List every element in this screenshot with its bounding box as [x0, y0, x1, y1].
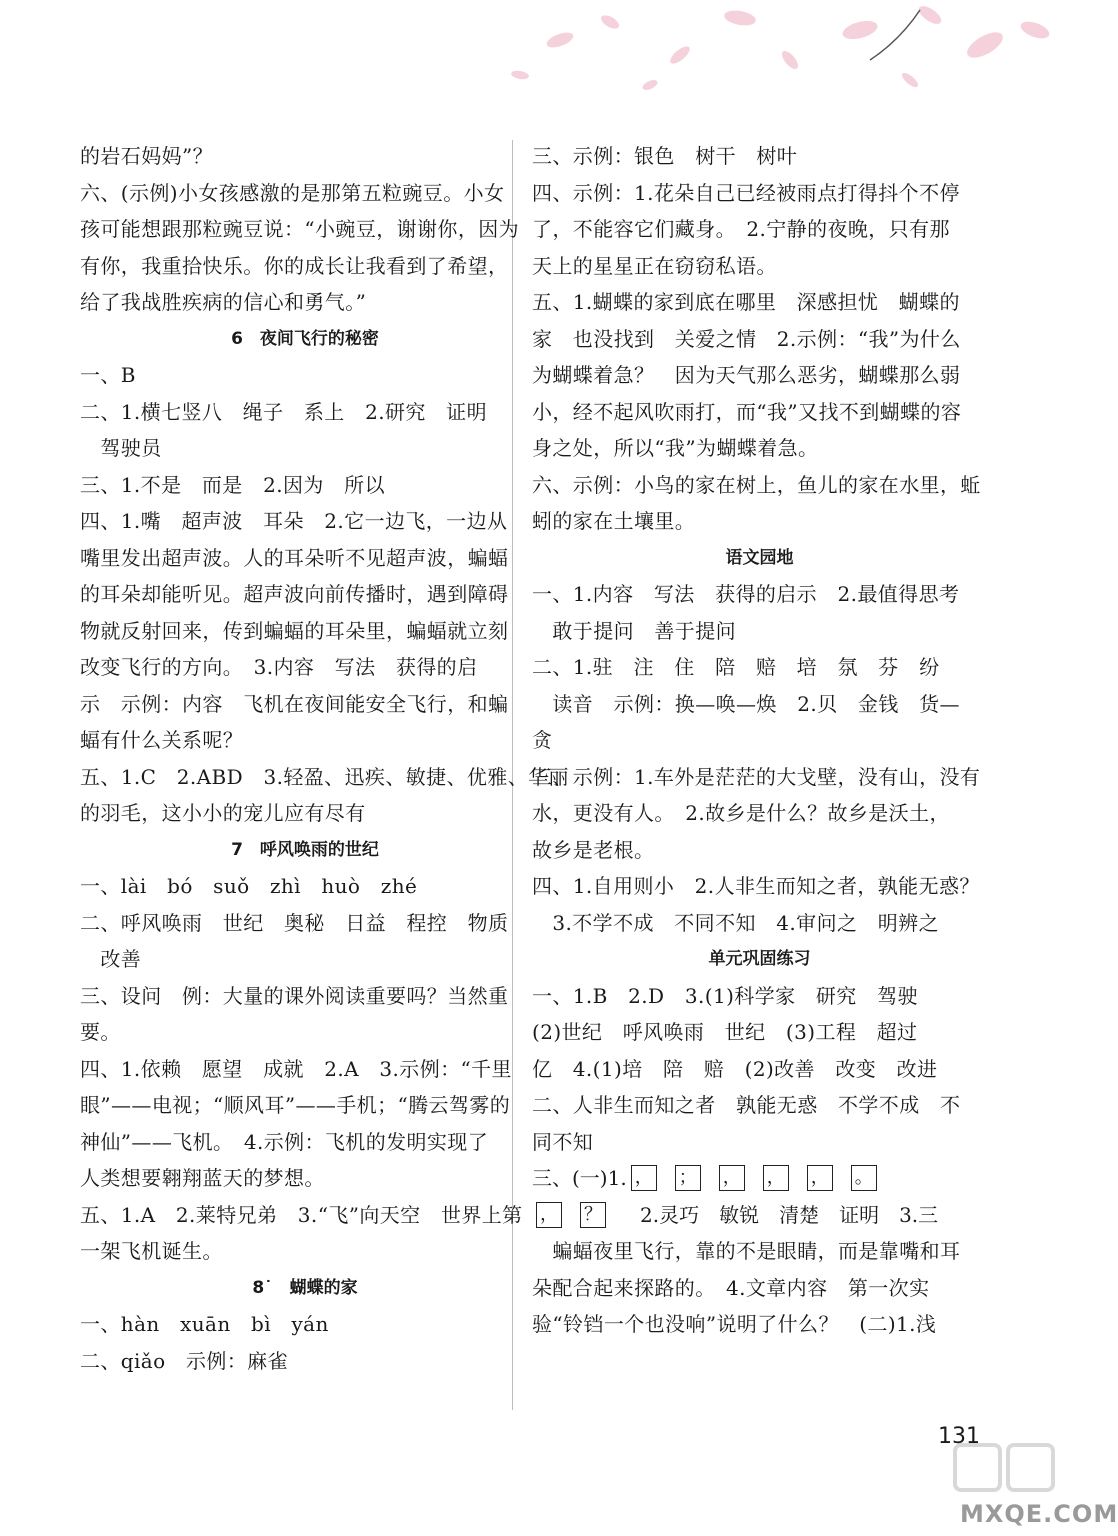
- answer-line: 同不知: [532, 1129, 594, 1154]
- answer-text: 2.灵巧 敏锐 清楚 证明 3.三: [620, 1202, 939, 1227]
- answer-line: 朵配合起来探路的。 4.文章内容 第一次实: [532, 1275, 930, 1300]
- punctuation-box: ，: [807, 1165, 833, 1191]
- answer-line: 三、设问 例：大量的课外阅读重要吗？当然重: [80, 983, 509, 1008]
- answer-line: 身之处，所以“我”为蝴蝶着急。: [532, 436, 819, 460]
- right-column: [532, 138, 987, 1343]
- section-heading-unit-review: 单元巩固练习: [708, 949, 811, 969]
- answer-line: 一、lài bó suǒ zhì huò zhé: [80, 874, 418, 898]
- section-heading-lesson-6: 6 夜间飞行的秘密: [231, 328, 379, 349]
- answer-line: 嘴里发出超声波。人的耳朵听不见超声波，蝙蝠: [80, 545, 509, 570]
- answer-prefix: 三、(一)1.: [532, 1166, 627, 1190]
- answer-line: 二、1.横七竖八 绳子 系上 2.研究 证明: [80, 399, 487, 424]
- answer-line: 改变飞行的方向。 3.内容 写法 获得的启: [80, 655, 478, 679]
- punctuation-box: ，: [763, 1165, 789, 1191]
- answer-line: 物就反射回来，传到蝙蝠的耳朵里，蝙蝠就立刻: [80, 618, 509, 643]
- answer-line: 改善: [80, 947, 142, 971]
- cherry-blossom-header-decoration: [0, 0, 1063, 110]
- answer-line: 三、示例：1.车外是茫茫的大戈壁，没有山，没有: [532, 764, 981, 789]
- answer-line: 的羽毛，这小小的宠儿应有尽有: [80, 801, 366, 825]
- answer-line: 小，经不起风吹雨打，而“我”又找不到蝴蝶的容: [532, 399, 962, 424]
- answer-line: 敢于提问 善于提问: [532, 618, 736, 643]
- answer-line: 五、1.A 2.莱特兄弟 3.“飞”向天空 世界上第: [80, 1202, 523, 1227]
- section-heading-lesson-8: 8˙ 蝴蝶的家: [252, 1277, 358, 1298]
- answer-line: 五、1.C 2.ABD 3.轻盈、迅疾、敏捷、优雅、华丽: [80, 764, 569, 789]
- punctuation-box: 。: [851, 1165, 877, 1191]
- punctuation-answer-row: [532, 1197, 987, 1234]
- answer-line: 四、1.嘴 超声波 耳朵 2.它一边飞，一边从: [80, 509, 508, 533]
- answer-line: 示 示例：内容 飞机在夜间能安全飞行，和蝙: [80, 691, 509, 716]
- answer-line: 要。: [80, 1020, 121, 1044]
- punctuation-box: ，: [719, 1165, 745, 1191]
- answer-line: 的耳朵却能听见。超声波向前传播时，遇到障碍: [80, 582, 509, 606]
- answer-line: 四、1.依赖 愿望 成就 2.A 3.示例：“千里: [80, 1056, 512, 1081]
- answer-line: 为蝴蝶着急？ 因为天气那么恶劣，蝴蝶那么弱: [532, 363, 961, 387]
- answer-line: 蚓的家在土壤里。: [532, 509, 696, 533]
- answer-line: 人类想要翱翔蓝天的梦想。: [80, 1166, 325, 1190]
- answer-line: 三、示例：银色 树干 树叶: [532, 144, 798, 168]
- answer-line: 一、1.B 2.D 3.(1)科学家 研究 驾驶: [532, 983, 918, 1008]
- answer-line: 亿 4.(1)培 陪 赔 (2)改善 改变 改进: [532, 1056, 938, 1081]
- answer-line: 神仙”——飞机。 4.示例：飞机的发明实现了: [80, 1129, 489, 1154]
- answer-line: 水，更没有人。 2.故乡是什么？故乡是沃土，: [532, 801, 950, 825]
- answer-line: 二、qiǎo 示例：麻雀: [80, 1348, 288, 1373]
- section-heading-chinese-garden: 语文园地: [725, 547, 794, 568]
- answer-line: 一、B: [80, 363, 136, 387]
- answer-line: 一、1.内容 写法 获得的启示 2.最值得思考: [532, 582, 960, 606]
- answer-line: 眼”——电视；“顺风耳”——手机；“腾云驾雾的: [80, 1093, 511, 1117]
- answer-line: 3.不学不成 不同不知 4.审问之 明辨之: [532, 910, 939, 935]
- answer-line: 了，不能容它们藏身。 2.宁静的夜晚，只有那: [532, 217, 950, 241]
- answer-line: 四、1.自用则小 2.人非生而知之者，孰能无惑？: [532, 874, 980, 898]
- answer-line: 二、人非生而知之者 孰能无惑 不学不成 不: [532, 1093, 961, 1117]
- answer-line: 一架飞机诞生。: [80, 1239, 223, 1263]
- answer-line: 读音 示例：换—唤—焕 2.贝 金钱 货—: [532, 691, 960, 716]
- answer-line: 家 也没找到 关爱之情 2.示例：“我”为什么: [532, 326, 961, 351]
- punctuation-answer-row: [532, 1160, 987, 1197]
- answer-line: 一、hàn xuān bì yán: [80, 1312, 329, 1336]
- answer-line: 贪: [532, 728, 553, 752]
- punctuation-box: ？: [580, 1202, 606, 1228]
- punctuation-box: ，: [631, 1165, 657, 1191]
- answer-line: 孩可能想跟那粒豌豆说：“小豌豆，谢谢你，因为: [80, 217, 520, 241]
- answer-line: 验“铃铛一个也没响”说明了什么？ (二)1.浅: [532, 1312, 937, 1336]
- answer-line: 三、1.不是 而是 2.因为 所以: [80, 472, 385, 497]
- answer-line: 给了我战胜疾病的信心和勇气。”: [80, 290, 367, 314]
- punctuation-box: ；: [675, 1165, 701, 1191]
- answer-line: 蝠有什么关系呢？: [80, 728, 244, 752]
- watermark-text: MXQE.COM: [960, 1500, 1118, 1528]
- answer-line: (2)世纪 呼风唤雨 世纪 (3)工程 超过: [532, 1020, 918, 1044]
- answer-line: 二、1.驻 注 住 陪 赔 培 氛 芬 纷: [532, 655, 940, 679]
- answer-line: 驾驶员: [80, 436, 162, 460]
- answer-line: 的岩石妈妈”？: [80, 144, 214, 168]
- punctuation-box: ，: [536, 1202, 562, 1228]
- answer-line: 二、呼风唤雨 世纪 奥秘 日益 程控 物质: [80, 910, 509, 935]
- answer-line: 六、(示例)小女孩感激的是那第五粒豌豆。小女: [80, 180, 505, 205]
- answer-line: 六、示例：小鸟的家在树上，鱼儿的家在水里，蚯: [532, 472, 981, 497]
- answer-line: 蝙蝠夜里飞行，靠的不是眼睛，而是靠嘴和耳: [532, 1239, 961, 1263]
- section-heading-lesson-7: 7 呼风唤雨的世纪: [231, 839, 379, 860]
- answer-line: 五、1.蝴蝶的家到底在哪里 深感担忧 蝴蝶的: [532, 290, 960, 314]
- answer-line: 天上的星星正在窃窃私语。: [532, 253, 777, 278]
- page-number: 131: [938, 1424, 980, 1449]
- answer-line: 故乡是老根。: [532, 837, 655, 862]
- answer-line: 有你，我重拾快乐。你的成长让我看到了希望，: [80, 253, 509, 278]
- answer-line: 四、示例：1.花朵自己已经被雨点打得抖个不停: [532, 180, 960, 205]
